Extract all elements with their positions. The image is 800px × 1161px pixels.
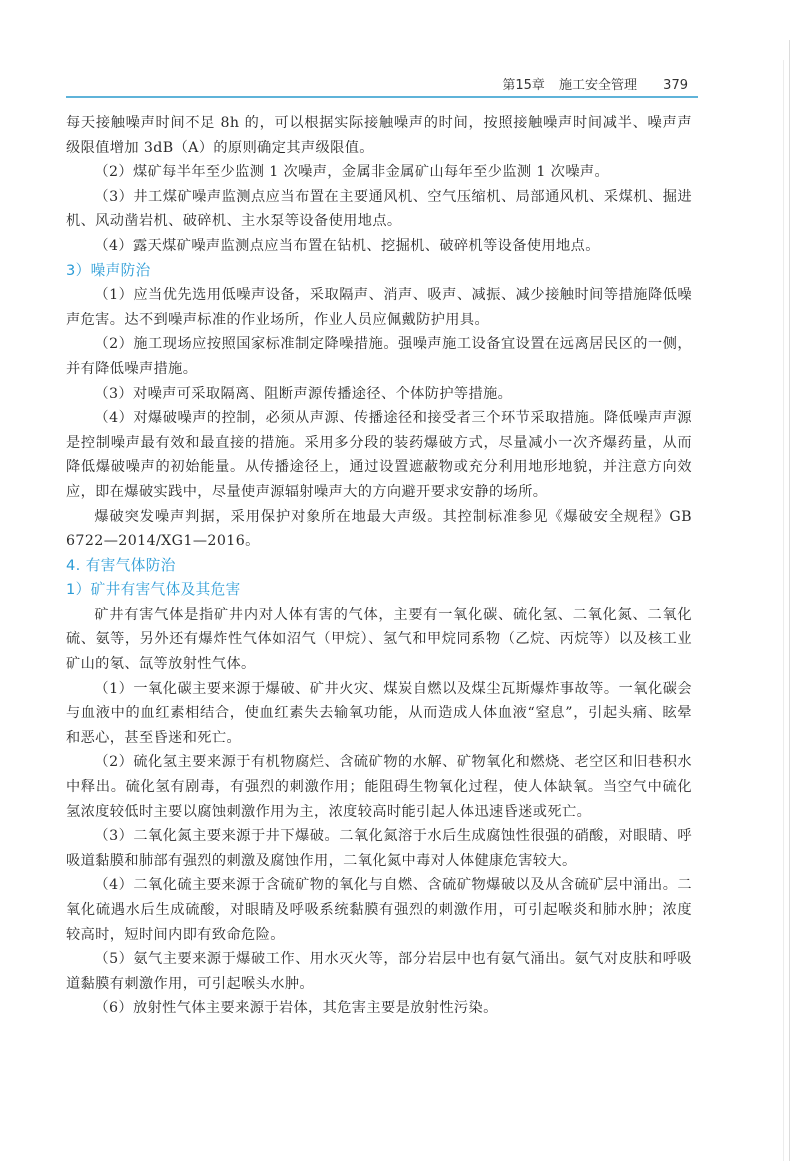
page-body [66, 111, 692, 1021]
paragraph: （3）二氧化氮主要来源于井下爆破。二氧化氮溶于水后生成腐蚀性很强的硝酸，对眼睛、呼吸道黏膜和肺部有强烈的刺激及腐蚀作用，二氧化氮中毒对人体健康危害较大。 [66, 828, 692, 869]
paragraph: 每天接触噪声时间不足 8h 的，可以根据实际接触噪声的时间，按照接触噪声时间减半、噪声声级限值增加 3dB（A）的原则确定其声级限值。 [66, 115, 692, 156]
paragraph: 爆破突发噪声判据，采用保护对象所在地最大声级。其控制标准参见《爆破安全规程》GB 6722—2014/XG1—2016。 [66, 508, 692, 550]
page-edge-line-inner [783, 60, 784, 1161]
paragraph: （4）露天煤矿噪声监测点应当布置在钻机、挖掘机、破碎机等设备使用地点。 [94, 237, 600, 254]
chapter-title: 施工安全管理 [559, 78, 638, 93]
paragraph: （6）放射性气体主要来源于岩体，其危害主要是放射性污染。 [94, 1000, 498, 1017]
paragraph: （1）一氧化碳主要来源于爆破、矿井火灾、煤炭自燃以及煤尘瓦斯爆炸事故等。一氧化碳会与血液中的血红素相结合，使血红素失去输氧功能，从而造成人体血液“窒息”，引起头痛、眩晕和恶心，甚至昏迷和死亡。 [66, 680, 692, 746]
section-heading: 3）噪声防治 [66, 261, 151, 279]
paragraph: （2）煤矿每半年至少监测 1 次噪声，金属非金属矿山每年至少监测 1 次噪声。 [94, 164, 610, 181]
section-heading: 1）矿井有害气体及其危害 [66, 581, 241, 599]
paragraph: （1）应当优先选用低噪声设备，采取隔声、消声、吸声、减振、减少接触时间等措施降低噪声危害。达不到噪声标准的作业场所，作业人员应佩戴防护用具。 [66, 287, 692, 328]
paragraph: 矿井有害气体是指矿井内对人体有害的气体，主要有一氧化碳、硫化氢、二氧化氮、二氧化硫、氨等，另外还有爆炸性气体如沼气（甲烷）、氢气和甲烷同系物（乙烷、丙烷等）以及核工业矿山的氡、氙等放射性气体。 [66, 606, 692, 673]
paragraph: （2）硫化氢主要来源于有机物腐烂、含硫矿物的水解、矿物氧化和燃烧、老空区和旧巷积水中释出。硫化氢有剧毒，有强烈的刺激作用；能阻碍生物氧化过程，使人体缺氧。当空气中硫化氢浓度较低时主要以腐蚀刺激作用为主，浓度较高时能引起人体迅速昏迷或死亡。 [66, 754, 692, 820]
paragraph: （4）对爆破噪声的控制，必须从声源、传播途径和接受者三个环节采取措施。降低噪声声源是控制噪声最有效和最直接的措施。采用多分段的装药爆破方式，尽量减小一次齐爆药量，从而降低爆破噪声的初始能量。从传播途径上，通过设置遮蔽物或充分利用地形地貌，并注意方向效应，即在爆破实践中，尽量使声源辐射噪声大的方向避开要求安静的场所。 [66, 410, 692, 500]
page-number: 379 [663, 78, 688, 93]
running-header [66, 72, 698, 98]
paragraph: （4）二氧化硫主要来源于含硫矿物的氧化与自燃、含硫矿物爆破以及从含硫矿层中涌出。二氧化硫遇水后生成硫酸，对眼睛及呼吸系统黏膜有强烈的刺激作用，可引起喉炎和肺水肿；浓度较高时，短时间内即有致命危险。 [66, 877, 692, 943]
chapter-number: 第15章 [502, 78, 545, 93]
paragraph: （3）对噪声可采取隔离、阻断声源传播途径、个体防护等措施。 [94, 385, 513, 402]
page-edge-line [789, 40, 790, 1161]
header-text [492, 74, 688, 93]
paragraph: （2）施工现场应按照国家标准制定降噪措施。强噪声施工设备宜设置在远离居民区的一侧，并有降低噪声措施。 [66, 336, 692, 377]
paragraph: （3）井工煤矿噪声监测点应当布置在主要通风机、空气压缩机、局部通风机、采煤机、掘进机、风动凿岩机、破碎机、主水泵等设备使用地点。 [66, 188, 692, 230]
paragraph: （5）氨气主要来源于爆破工作、用水灭火等，部分岩层中也有氨气涌出。氨气对皮肤和呼吸道黏膜有刺激作用，可引起喉头水肿。 [66, 951, 692, 992]
section-heading: 4. 有害气体防治 [66, 556, 176, 574]
header-rule [66, 96, 698, 98]
